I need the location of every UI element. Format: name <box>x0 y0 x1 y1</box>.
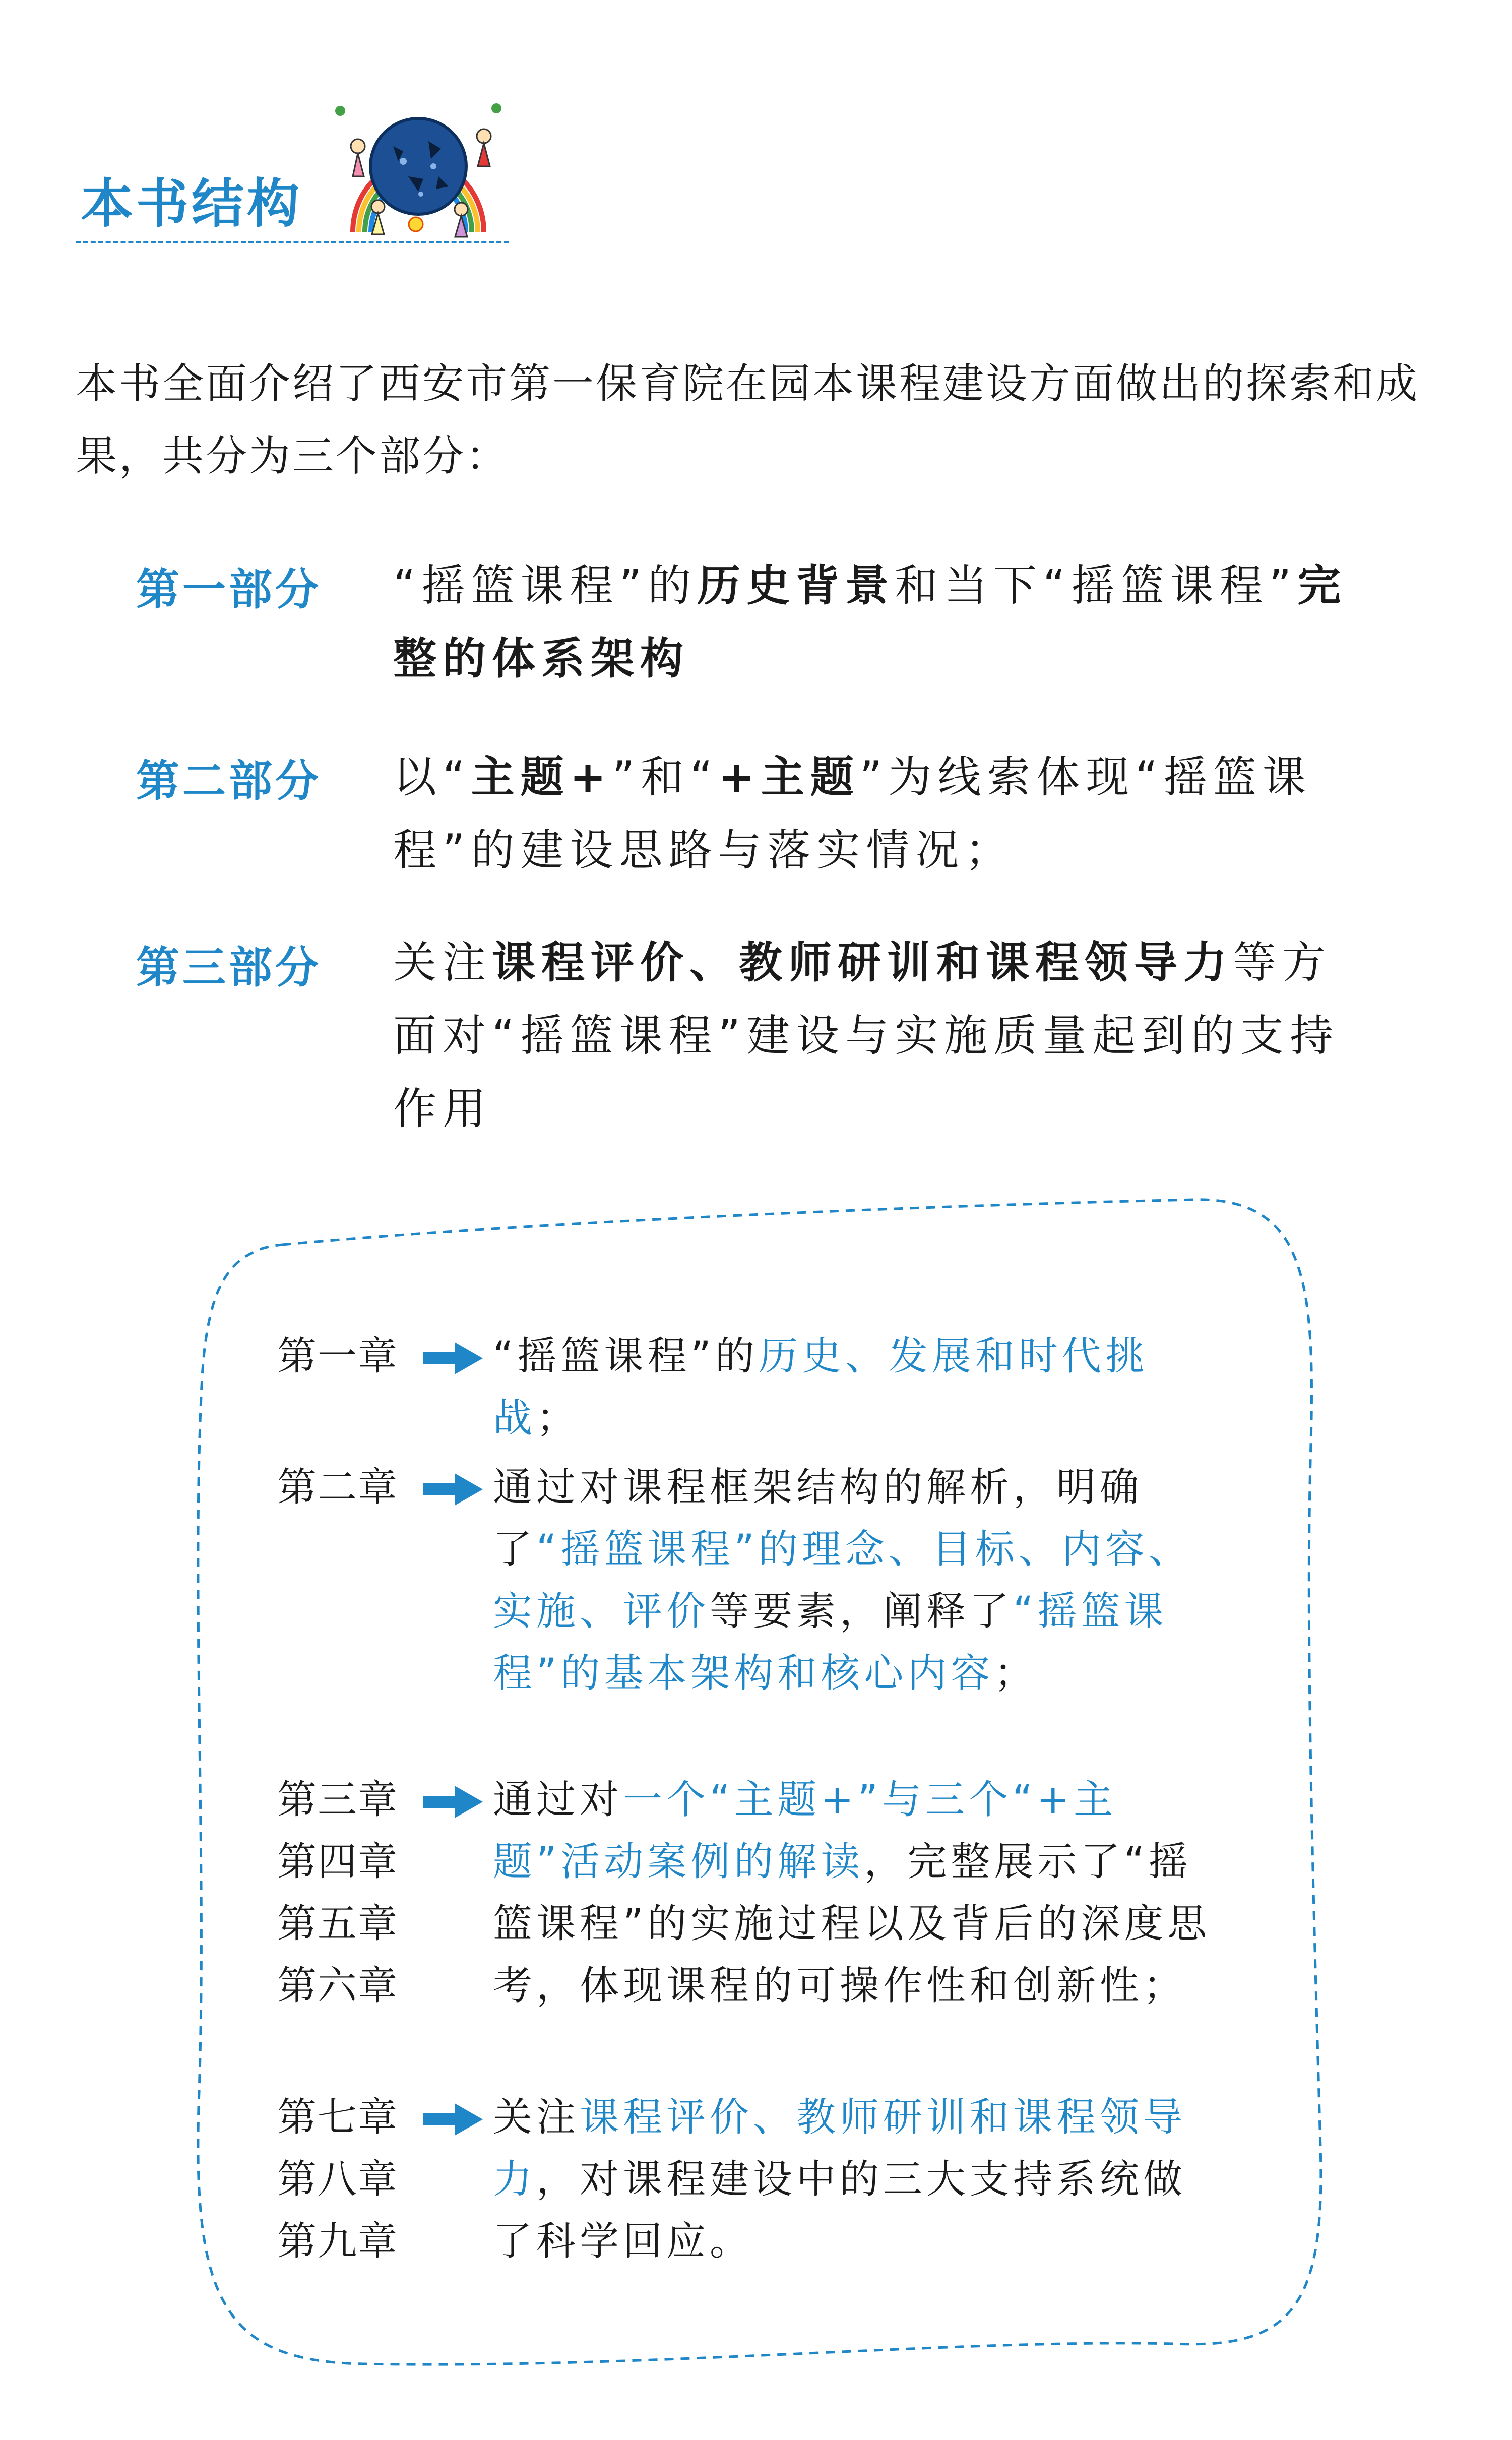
part-text-segment: 和当下“摇篮课程” <box>895 560 1298 611</box>
chapter-7-9-labels <box>277 2087 398 2273</box>
part-text-segment: 历史背景 <box>697 560 895 611</box>
arrow-right-icon <box>423 2099 484 2140</box>
chapter-label: 第五章 <box>277 1901 399 1947</box>
part-text-segment: 课程评价、教师研训和课程领导力 <box>492 937 1233 988</box>
chapter-1-labels <box>277 1326 398 1388</box>
arrow-right-icon <box>423 1469 484 1510</box>
chapter-label: 第八章 <box>277 2157 399 2202</box>
chapter-text-segment: “摇篮课程”的理念、目标、内容、实施、评价 <box>493 1527 1192 1634</box>
chapter-text-segment: ； <box>994 1651 1038 1696</box>
part-2-label: 第二部分 <box>136 756 322 806</box>
chapter-2-labels <box>277 1457 398 1519</box>
chapter-text-segment: ，对课程建设中的三大支持系统做了科学回应。 <box>493 2157 1187 2264</box>
intro-paragraph: 本书全面介绍了西安市第一保育院在园本课程建设方面做出的探索和成果，共分为三个部分： <box>76 360 1420 480</box>
chapter-text-segment: ，完整展示了“摇篮课程”的实施过程以及背后的深度思考，体现课程的可操作性和创新性； <box>493 1839 1211 2009</box>
part-text-segment: 关注 <box>393 937 492 988</box>
part-text-segment: 等方面对“摇篮课程”建设与实施质量起到的支持作用 <box>393 937 1340 1134</box>
chapter-text-segment: “摇篮课程”的基本架构和核心内容 <box>493 1589 1168 1696</box>
chapter-1-text <box>493 1326 1219 1450</box>
part-text-segment: 以“ <box>393 752 471 802</box>
part-text-segment: +主题 <box>718 752 860 802</box>
chapter-7-9-text <box>493 2087 1219 2273</box>
part-text-segment: ”为线索体现“摇篮课程”的建设思路与落实情况； <box>393 752 1312 875</box>
chapter-text-segment: 通过对课程框架结构的解析，明确了 <box>493 1465 1144 1572</box>
part-text-segment: 主题+ <box>471 752 612 802</box>
chapter-label: 第三章 <box>277 1777 399 1823</box>
chapter-label: 第九章 <box>277 2219 399 2264</box>
chapter-text-segment: 等要素，阐释了 <box>710 1589 1014 1634</box>
chapter-text-segment: 关注 <box>493 2095 580 2140</box>
section-heading: 本书结构 <box>81 173 303 234</box>
chapter-label: 第一章 <box>277 1334 399 1379</box>
part-3-label: 第三部分 <box>136 943 322 993</box>
chapter-label: 第七章 <box>277 2095 399 2140</box>
arrow-right-icon <box>423 1338 484 1379</box>
chapter-text-segment: 课程评价、教师研训和课程领导力 <box>493 2095 1187 2202</box>
chapter-2-text <box>493 1457 1219 1705</box>
part-text-segment: “摇篮课程”的 <box>393 560 698 611</box>
part-1-label: 第一部分 <box>136 565 322 615</box>
chapter-3-6-text <box>493 1769 1219 2017</box>
chapter-label: 第二章 <box>277 1465 399 1510</box>
part-text-segment: 完整的体系架构 <box>393 560 1347 684</box>
chapter-text-segment: 历史、发展和时代挑战 <box>493 1334 1149 1441</box>
arrow-right-icon <box>423 1782 484 1822</box>
chapter-label: 第六章 <box>277 1963 399 2009</box>
chapter-3-6-labels <box>277 1769 398 2017</box>
chapter-text-segment: 一个“主题+”与三个“+主题”活动案例的解读 <box>493 1777 1117 1885</box>
part-text-segment: ”和“ <box>612 752 719 802</box>
chapter-text-segment: “摇篮课程”的 <box>493 1334 759 1379</box>
chapter-text-segment: 通过对 <box>493 1777 623 1823</box>
chapter-label: 第四章 <box>277 1839 399 1885</box>
chapter-text-segment: ； <box>536 1396 580 1441</box>
